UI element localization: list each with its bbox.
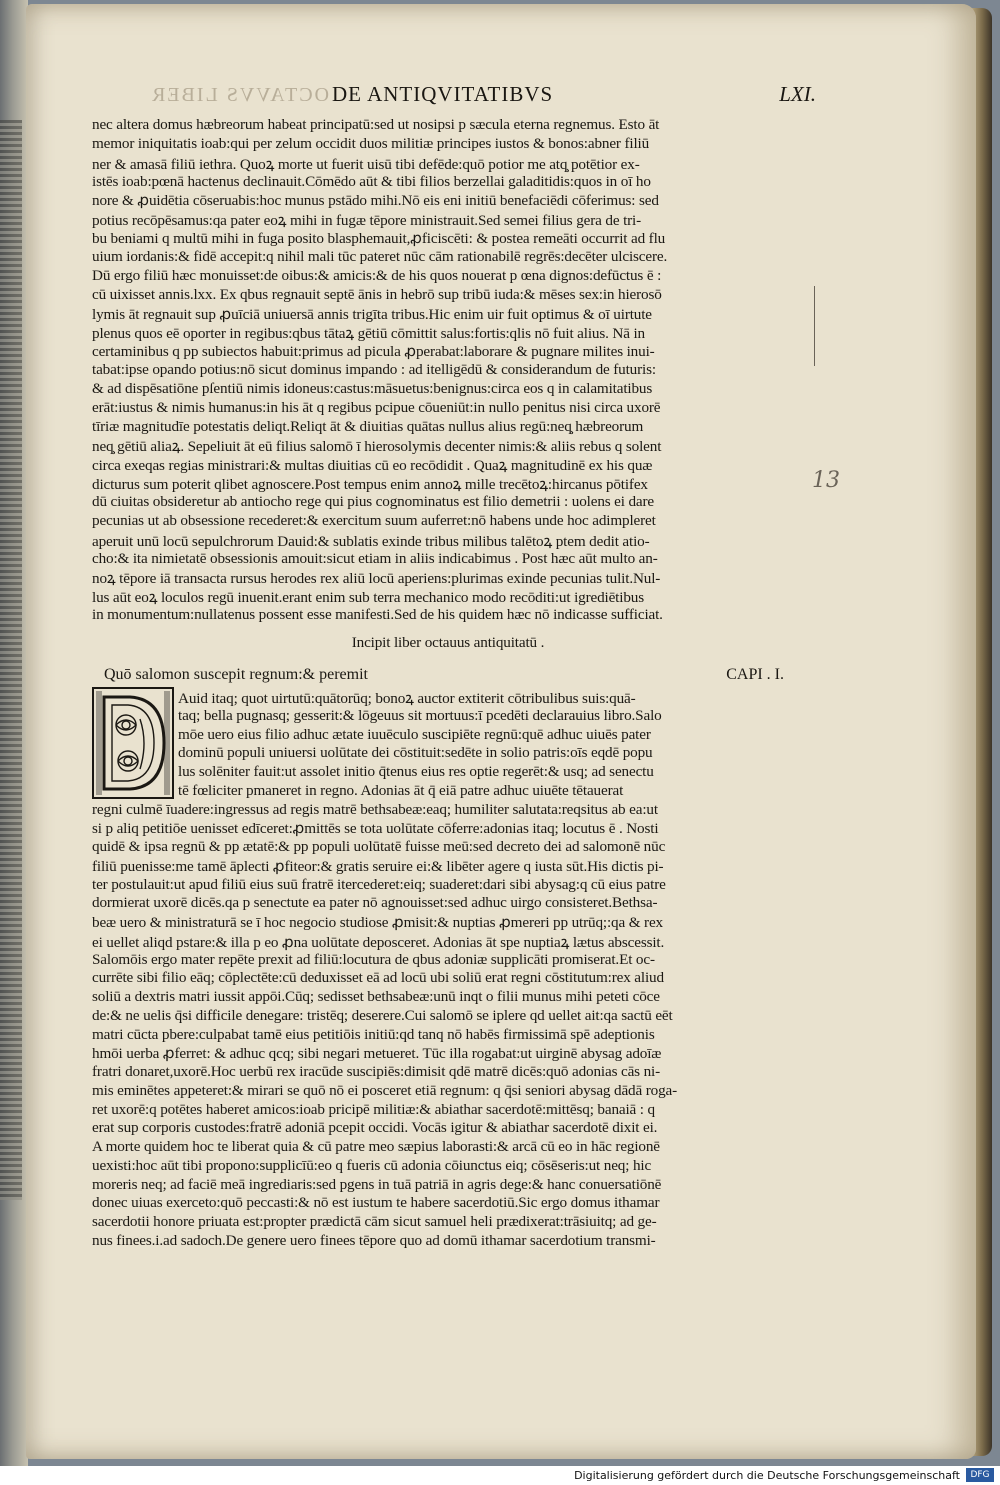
text-line: pecunias ut ab obsessione recederet:& exercitum suum auferret:nō habens unde hoc adimpleret	[92, 511, 656, 529]
decorated-initial-d	[92, 687, 174, 799]
text-line: si p aliq petitiōe uenisset edīceret:ꝓmittēs se tota uolūtate cōferre:adonias itaq; locutus ē . Nosti	[92, 820, 659, 838]
text-line: certaminibus q pp subiectos habuit:primus ad picula ꝓperabat:laborare & pugnare milites inui-	[92, 343, 655, 361]
text-line: cū uixisset annis.lxx. Ex qbus regnauit septē ānis in hebrō sup tribū iuda:& mēses sex:in hierosō	[92, 285, 662, 303]
text-line: lus aūt eoꝝ loculos regū inuenit.erant enim sub terra mechanico modo recōditi:ut igrediētibus	[92, 589, 644, 607]
text-line: ner & amasā filiū iethra. Quoꝝ morte ut fuerit uisū tibi defēde:quō potior me atq̧ potētior ex-	[92, 155, 640, 173]
text-line: in monumentum:nullatenus possent esse manifesti.Sed de his quidem hæc nō indicasse sufficiat.	[92, 606, 663, 624]
text-line: tabat:ipse opando potius:nō sicut dominus impando : ad itelligēdū & considerandum de futuris:	[92, 361, 656, 379]
text-line: sacerdotii honore priuata est:propter prædictā cām sicut samuel heli prædixerat:trāsiuitq; ad ge-	[92, 1213, 657, 1230]
text-line: Auid itaq; quot uirtutū:quātorūq; bonoꝝ auctor extiterit cōtribulibus suis:quā-	[178, 690, 636, 707]
text-line: tīriæ magnitudīe potestatis deliqt.Reliqt āt & diuitias quātas nullus alius regū:neq̧ hæbreorum	[92, 417, 644, 435]
text-line: memor iniquitatis ioab:qui per zelum occidit duos militiæ principes iustos & bonos:abner filiū	[92, 134, 650, 152]
text-line: Salomōis ergo mater repēte prexit ad filiū:locutura de qbus adoniæ supplicāti promiserat.Et oc-	[92, 950, 655, 968]
text-line: neq̧ gētiū aliaꝝ. Sepeliuit āt eū filius salomō ī hierosolymis decenter nimis:& aliis rebus q solent	[92, 438, 662, 456]
book-end-line: Incipit liber octauus antiquitatū .	[351, 634, 545, 651]
chapter-title: Quō salomon suscepit regnum:& peremit	[104, 666, 368, 683]
text-line: plenus quos eē oporter in regibus:qbus tātaꝝ gētiū cōmittit salus:fortis:qlis nō fuit alius. Nā in	[92, 325, 645, 343]
text-line: filiū puenisse:me tamē āplecti ꝓfiteor:& gratis seruire ei:& libēter agere q iusta sūt.His dictis pi-	[92, 857, 664, 875]
chapter-heading	[104, 666, 784, 690]
text-line: cho:& ita nimietatē obsessionis amouit:sicut etiam in aliis indicabimus . Post hæc aūt multo an-	[92, 549, 658, 567]
margin-handwritten-note: 13	[812, 468, 840, 493]
text-line: uium iordanis:& fidē accepit:q nihil mali tūc pateret nūc cām rationabilē regrēs:decēter ulciscere.	[92, 247, 668, 265]
dfg-logo: DFG	[966, 1468, 994, 1482]
page-header	[92, 82, 816, 112]
chapter-number: CAPI . I.	[726, 666, 784, 683]
text-line: donec uiuas exerceto:quō peccasti:& nō est iustum te habere sacerdotiū.Sic ergo domus ithamar	[92, 1194, 660, 1212]
text-line: lymis āt regnauit sup ꝓuīciā uniuersā annis trigīta tribus.Hic enim uir fuit optimus & oī uirtute	[92, 305, 652, 323]
text-line: fratri donaret,uxorē.Hoc uerbū rex iracūde suscipiēs:dimisit qdē matrē dicēs:quō adonias cās ni-	[92, 1063, 661, 1080]
text-line: dū ciuitas obsideretur ab antiocho rege qui pius cognominatus est filio demetrii : uolens ei dare	[92, 493, 655, 510]
text-line: lus solēniter fauit:ut assolet initio q̄tenus eius res optie regerēt:& usq; ad senectu	[178, 763, 654, 780]
text-line: erāt:iustus & nimis humanus:in his āt q regibus pcipue cōueniūt:in nullo penitus nisi circa uxorē	[92, 398, 661, 416]
text-line: matri cūcta pbere:culpabat tamē eius petitiōis initiū:qd tanq nō habēs firmissimā spē adeptionis	[92, 1025, 655, 1043]
text-line: & ad dispēsatiōne pſentiū nimis idoneus:castus:māsuetus:benignus:circa eos q in calamitatibus	[92, 379, 653, 397]
text-line: ret uxorē:q potētes haberet amicos:ioab pricipē militiæ:& abiathar sacerdotē:mittēsq; banaiā : q	[92, 1100, 655, 1118]
text-line: quidē & ipsa regnū & pp ætatē:& pp populi uolūtatē fuisse meū:sed decreto dei ad salomonē nūc	[92, 838, 666, 855]
text-line: mis eminētes appeteret:& mirari se quō nō ei posceret etiā regnum: q q̄si seniori abysag dādā roga-	[92, 1081, 678, 1099]
text-line: hmōi uerba ꝓferret: & adhuc qcq; sibi negari metueret. Tūc illa rogabat:ut uirginē abysag adoīæ	[92, 1045, 662, 1063]
text-line: dominū populi uniuersi uolūtate dei cōstituit:sedēte in solio patris:oīs eqdē popu	[178, 744, 653, 762]
text-line: dormierat uxorē dicēs.qa p senectute ea pater nō agnouisset:sed adhuc uirgo consisteret.Bethsa-	[92, 894, 658, 912]
margin-bracket-mark	[806, 286, 815, 366]
text-line: noꝝ tēpore iā transacta rursus herodes rex aliū locū aperiens:plurimas exinde pecunias tulit.Nul-	[92, 570, 661, 588]
facing-page-edge	[0, 120, 22, 1200]
running-title: DE ANTIQVITATIBVS	[332, 82, 554, 106]
footer-bar	[0, 1466, 1000, 1485]
bleed-through-text: OCTAVVS LIBER	[150, 84, 330, 106]
funding-credit: Digitalisierung gefördert durch die Deutsche Forschungsgemeinschaft	[574, 1469, 960, 1482]
text-line: nec altera domus hæbreorum habeat principatū:sed ut nosipsi p sæcula eterna regnemus. Esto āt	[92, 116, 660, 133]
text-line: dicturus sum poterit qlibet agnoscere.Post tempus enim annoꝝ mille trecētoꝝ:hircanus pōtifex	[92, 476, 648, 494]
text-line: potius recōpēsamus:qa pater eoꝝ mihi in fugæ tēpore ministrauit.Sed semei filius gera de tri-	[92, 212, 642, 230]
text-line: tē fœliciter pmaneret in regno. Adonias āt q̄ eiā patre adhuc uiuēte tētauerat	[178, 781, 624, 799]
text-line: regni culmē īuadere:ingressus ad regis matrē bethsabeæ:eaq; humiliter salutata:reqsitus ab ea:ut	[92, 800, 658, 818]
text-line: taq; bella pugnasq; gesserit:& lōgeuus sit mortuus:ī pcedēti declarauius libro.Salo	[178, 706, 662, 724]
text-line: de:& ne uelis q̄si difficile denegare: tristēq; deserere.Cui salomō se iplere qd uellet ait:qa sactū eēt	[92, 1006, 673, 1024]
text-line: uexisti:hoc aūt tibi propono:supplicīū:eo q fueris cū adonia cōiunctus eiq; cōsēseris:ut neq; hic	[92, 1156, 652, 1174]
text-line: moreris neq; ad faciē meā ingrediaris:sed pgens in tuā patriā in agris dege:& hanc conuersatiōnē	[92, 1175, 662, 1193]
text-line: currēte sibi filio eāq; cōplectēte:cū deduxisset eā ad locū ubi soliū erat regni cōstitutum:rex aliud	[92, 969, 664, 987]
text-line: nus finees.i.ad sadoch.De genere uero finees tēpore quo ad domū ithamar sacerdotium transmi-	[92, 1231, 656, 1249]
text-line: ei uellet aliqd pstare:& illa p eo ꝓna uolūtate deposceret. Adonias āt spe nuptiaꝝ lætus abscessit.	[92, 933, 665, 951]
text-line: nore & ꝓuidētia cōseruabis:hoc munus pstādo mihi.Nō eis eni initiū benefaciēdi cōferimus: sed	[92, 192, 659, 210]
text-line: ter postulauit:ut apud filiū eius suū fratrē itercederet:eiq; suaderet:dari sibi abysag:q cū eius patre	[92, 875, 666, 893]
text-line: soliū a dextris matri iussit appōi.Cūq; sedisset bethsabeæ:unū inqt o filii munus mihi peteti cōce	[92, 988, 660, 1005]
text-line: istēs ioab:pœnā hactenus declinauit.Cōmēdo aūt & tibi filios berzellai galaditidis:quos in oī ho	[92, 172, 651, 190]
text-line: circa exeqas regias ministrari:& multas diuitias cū eo recōdidit . Quaꝝ magnitudinē ex his quæ	[92, 457, 653, 475]
folio-number: LXI.	[779, 82, 816, 106]
text-line: mōe uero eius filio adhuc ætate iuuēculo suscipiēte regnū:quē adhuc uiuēs pater	[178, 725, 651, 743]
initial-d-ornament-icon	[94, 689, 172, 797]
text-line: bu beniami q multū mihi in fuga posito blasphemauit,ꝓficiscēti: & postea remeāti occurrit ad flu	[92, 230, 666, 248]
text-line: aperuit unū locū sepulchrorum Dauid:& sublatis exinde tribus milibus talētoꝝ ptem dedit atio-	[92, 532, 650, 550]
text-line: Dū ergo filiū hæc monuisset:de oibus:& amicis:& de his quos nouerat p œna dignos:defūctus ē :	[92, 266, 662, 284]
text-line: erat sup corporis custodes:fratrē adoniā pcepit occidi. Vocās igitur & abiathar sacerdotē dixit ei.	[92, 1119, 658, 1137]
text-line: beæ uero & ministraturā se ī hoc negocio studiose ꝓmisit:& nuptias ꝓmereri pp utrūq;:qa & rex	[92, 914, 663, 931]
text-line: A morte quidem hoc te liberat quia & cū patre meo sæpius laborasti:& arcā cū eo in hāc regionē	[92, 1138, 660, 1155]
